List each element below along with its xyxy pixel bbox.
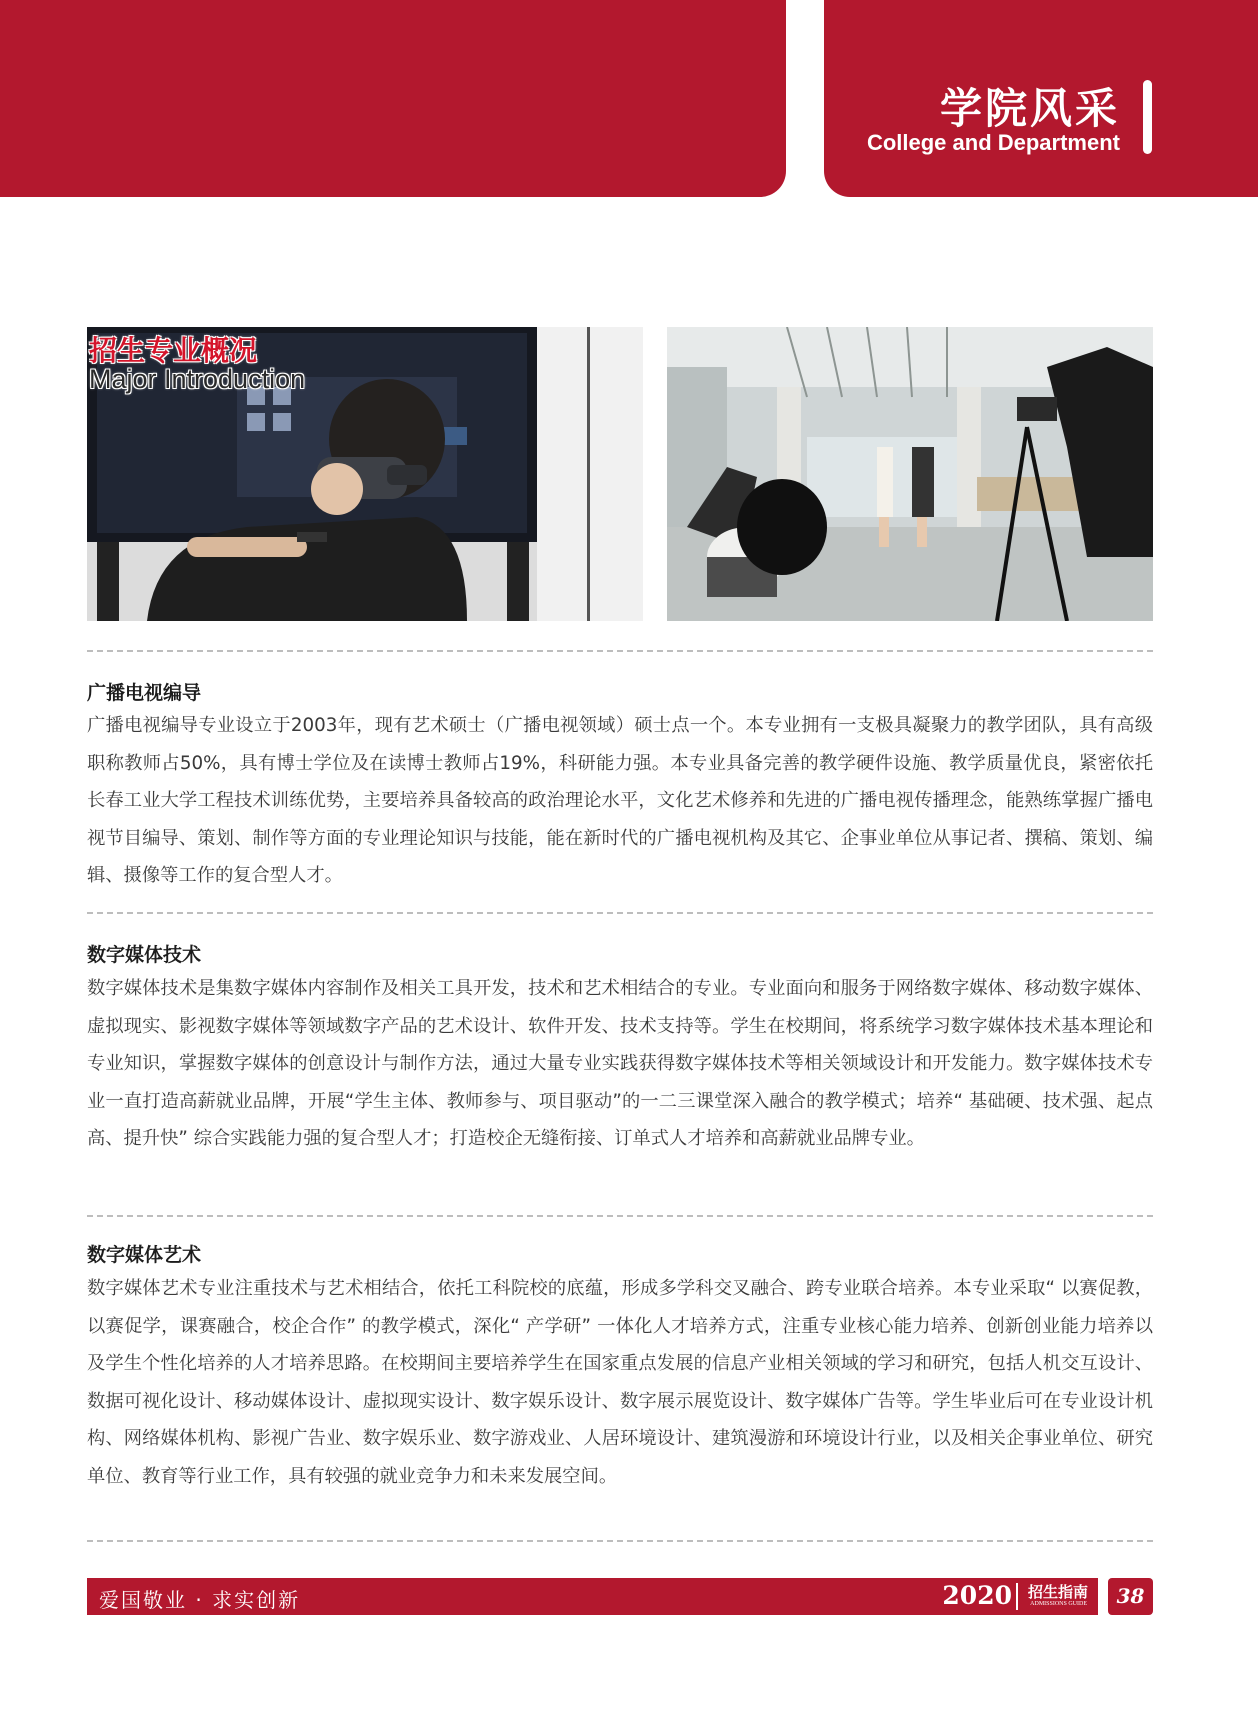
hall-photo bbox=[667, 327, 1153, 621]
footer-motto: 爱国敬业 · 求实创新 bbox=[99, 1588, 301, 1612]
footer-year: 2020 bbox=[942, 1581, 1012, 1610]
footer-divider bbox=[1016, 1583, 1018, 1610]
overlay-title-cn: 招生专业概况 bbox=[89, 334, 258, 367]
section-divider bbox=[87, 650, 1153, 652]
section-divider bbox=[87, 1215, 1153, 1217]
section-divider bbox=[87, 1540, 1153, 1542]
page-section-title: 学院风采 bbox=[939, 84, 1120, 133]
header-accent-bar bbox=[1143, 80, 1152, 154]
section-divider bbox=[87, 912, 1153, 914]
hall-photo-illustration bbox=[667, 327, 1153, 621]
header-band-left bbox=[0, 0, 786, 197]
page-section-subtitle: College and Department bbox=[866, 130, 1120, 155]
major-heading-digital-media-tech: 数字媒体技术 bbox=[87, 944, 202, 966]
page-number: 38 bbox=[1108, 1578, 1153, 1615]
overlay-title-en: Major Introduction bbox=[89, 364, 306, 394]
major-description-broadcast: 广播电视编导专业设立于2003年，现有艺术硕士（广播电视领域）硕士点一个。本专业拥有一支极具凝聚力的教学团队，具有高级职称教师占50%，具有博士学位及在读博士教师占19%，科研能力强。本专业具备完善的教学硬件设施、教学质量优良，紧密依托长春工业大学工程技术训练优势，主要培养具备较高的政治理论水平，文化艺术修养和先进的广播电视传播理念，能熟练掌握广播电视节目编导、策划、制作等方面的专业理论知识与技能，能在新时代的广播电视机构及其它、企事业单位从事记者、撰稿、策划、编辑、摄像等工作的复合型人才。 bbox=[87, 715, 1153, 887]
major-description-digital-media-art: 数字媒体艺术专业注重技术与艺术相结合，依托工科院校的底蕴，形成多学科交叉融合、跨专业联合培养。本专业采取“ 以赛促教，以赛促学，课赛融合，校企合作” 的教学模式，深化“ 产学研” 一体化人才培养方式，注重专业核心能力培养、创新创业能力培养以及学生个性化培养的人才培养思路。在校期间主要培养学生在国家重点发展的信息产业相关领域的学习和研究，包括人机交互设计、数据可视化设计、移动媒体设计、虚拟现实设计、数字娱乐设计、数字展示展览设计、数字媒体广告等。学生毕业后可在专业设计机构、网络媒体机构、影视广告业、数字娱乐业、数字游戏业、人居环境设计、建筑漫游和环境设计行业，以及相关企事业单位、研究单位、教育等行业工作，具有较强的就业竞争力和未来发展空间。 bbox=[87, 1278, 1153, 1487]
major-description-digital-media-tech: 数字媒体技术是集数字媒体内容制作及相关工具开发，技术和艺术相结合的专业。专业面向和服务于网络数字媒体、移动数字媒体、虚拟现实、影视数字媒体等领域数字产品的艺术设计、软件开发、技术支持等。学生在校期间，将系统学习数字媒体技术基本理论和专业知识，掌握数字媒体的创意设计与制作方法，通过大量专业实践获得数字媒体技术等相关领域设计和开发能力。数字媒体技术专业一直打造高薪就业品牌，开展“学生主体、教师参与、项目驱动”的一二三课堂深入融合的教学模式；培养“ 基础硬、技术强、起点高、提升快” 综合实践能力强的复合型人才；打造校企无缝衔接、订单式人才培养和高薪就业品牌专业。 bbox=[87, 978, 1153, 1150]
footer-guide-title: 招生指南 bbox=[1027, 1583, 1088, 1601]
footer-guide-subtitle: ADMISSIONS GUIDE bbox=[1030, 1601, 1087, 1607]
major-heading-broadcast: 广播电视编导 bbox=[87, 682, 202, 704]
major-heading-digital-media-art: 数字媒体艺术 bbox=[87, 1244, 202, 1266]
vr-photo bbox=[87, 327, 643, 621]
footer-bar bbox=[87, 1578, 1098, 1615]
